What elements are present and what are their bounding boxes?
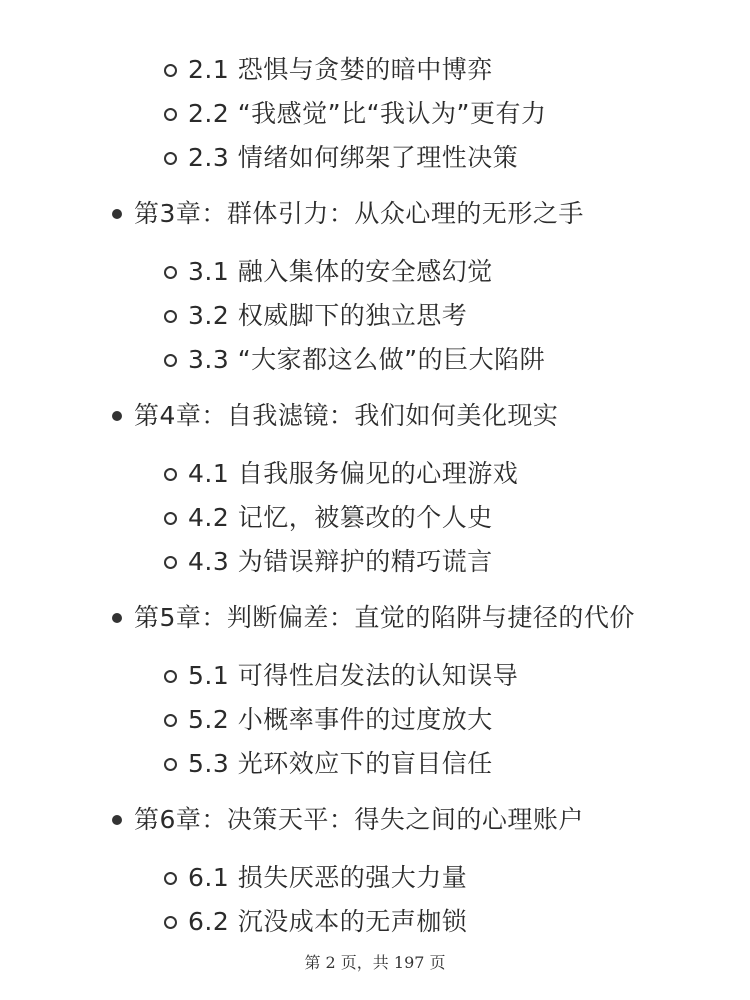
page-number-footer: 第 2 页，共 197 页 [304,953,446,972]
toc-item-label: 2.2 “我感觉”比“我认为”更有力 [188,99,547,128]
filled-bullet-icon [112,411,122,421]
hollow-bullet-icon [164,872,177,885]
hollow-bullet-icon [164,670,177,683]
toc-item-label: 2.1 恐惧与贪婪的暗中博弈 [188,55,493,84]
hollow-bullet-icon [164,64,177,77]
toc-item-label: 4.1 自我服务偏见的心理游戏 [188,459,519,488]
toc-item-label: 2.3 情绪如何绑架了理性决策 [188,143,519,172]
hollow-bullet-icon [164,152,177,165]
toc-item-label: 第4章：自我滤镜：我们如何美化现实 [134,401,559,430]
toc-item-label: 6.2 沉没成本的无声枷锁 [188,907,468,936]
toc-item-label: 6.1 损失厌恶的强大力量 [188,863,468,892]
toc-item-label: 5.1 可得性启发法的认知误导 [188,661,519,690]
hollow-bullet-icon [164,556,177,569]
hollow-bullet-icon [164,108,177,121]
toc-item-label: 3.2 权威脚下的独立思考 [188,301,468,330]
hollow-bullet-icon [164,916,177,929]
toc-item-label: 第5章：判断偏差：直觉的陷阱与捷径的代价 [134,603,635,632]
toc-item-label: 3.3 “大家都这么做”的巨大陷阱 [188,345,546,374]
toc-item-label: 5.2 小概率事件的过度放大 [188,705,493,734]
toc-item-label: 第3章：群体引力：从众心理的无形之手 [134,199,584,228]
toc-item-label: 第6章：决策天平：得失之间的心理账户 [134,805,584,834]
filled-bullet-icon [112,815,122,825]
toc-item-label: 3.1 融入集体的安全感幻觉 [188,257,493,286]
filled-bullet-icon [112,209,122,219]
hollow-bullet-icon [164,468,177,481]
hollow-bullet-icon [164,310,177,323]
hollow-bullet-icon [164,758,177,771]
hollow-bullet-icon [164,354,177,367]
toc-item-label: 4.3 为错误辩护的精巧谎言 [188,547,493,576]
hollow-bullet-icon [164,512,177,525]
toc-item-label: 4.2 记忆，被篡改的个人史 [188,503,493,532]
hollow-bullet-icon [164,714,177,727]
hollow-bullet-icon [164,266,177,279]
toc-item-label: 5.3 光环效应下的盲目信任 [188,749,493,778]
filled-bullet-icon [112,613,122,623]
